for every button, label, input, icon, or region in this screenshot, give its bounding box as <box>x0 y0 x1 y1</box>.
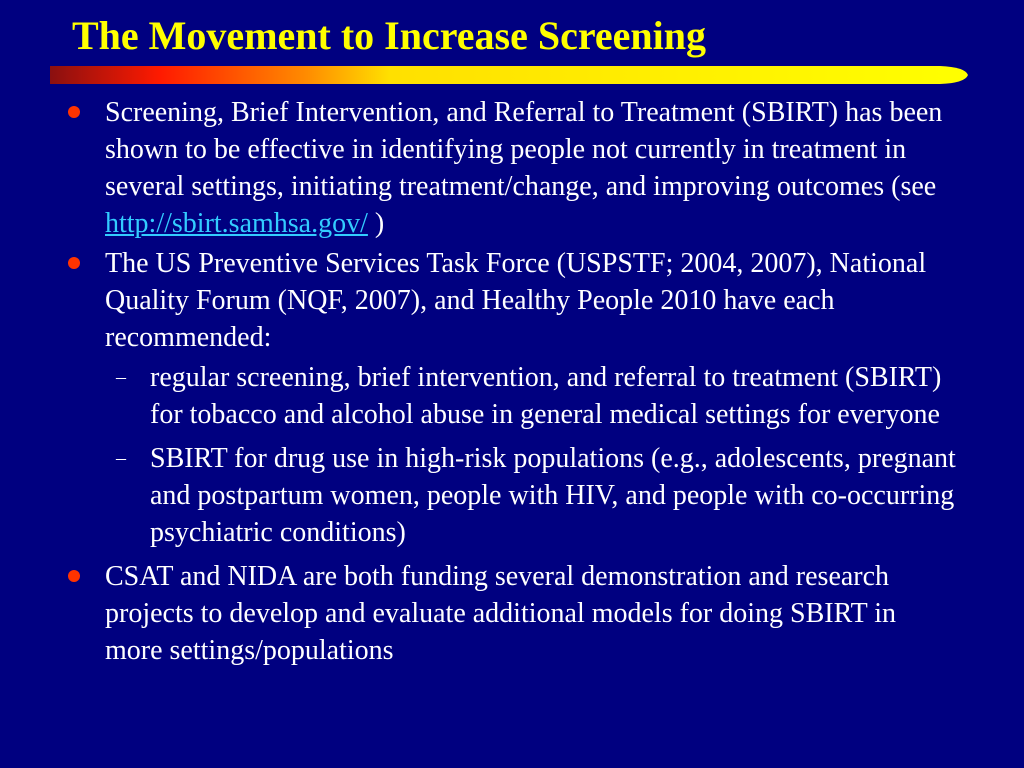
bullet-text: CSAT and NIDA are both funding several demonstration and research projects to develop and evaluate additional models for doing SBIRT in more settings/populations <box>105 561 896 666</box>
bullet-text: The US Preventive Services Task Force (USPSTF; 2004, 2007), National Quality Forum (NQF, 2007), and Healthy People 2010 have each recommended: <box>105 248 927 353</box>
slide-body <box>60 94 960 672</box>
sbirt-link[interactable]: http://sbirt.samhsa.gov/ <box>105 208 368 239</box>
title-underline-bar <box>0 0 1024 90</box>
bullet-text-after-link: ) <box>367 208 385 239</box>
bullet-item <box>60 94 960 242</box>
sub-bullet-text: regular screening, brief intervention, and referral to treatment (SBIRT) for tobacco and alcohol abuse in general medical settings for everyone <box>150 362 942 430</box>
bullet-dot-icon <box>68 106 80 118</box>
sub-bullet-text: SBIRT for drug use in high-risk populations (e.g., adolescents, pregnant and postpartum women, people with HIV, and people with co-occurring psychiatric conditions) <box>150 443 956 548</box>
bullet-dot-icon <box>68 257 80 269</box>
bullet-dot-icon <box>68 570 80 582</box>
dash-marker-icon: – <box>116 366 126 388</box>
sub-bullet-item <box>60 440 960 551</box>
bullet-item <box>60 245 960 356</box>
dash-marker-icon: – <box>116 447 126 469</box>
sub-bullet-item <box>60 359 960 433</box>
bullet-text: Screening, Brief Intervention, and Referral to Treatment (SBIRT) has been shown to be effective in identifying people not currently in treatment in several settings, initiating treatment/change, and improving outcomes (see <box>105 97 943 202</box>
bullet-item <box>60 558 960 669</box>
slide-title: The Movement to Increase Screening <box>72 13 706 58</box>
